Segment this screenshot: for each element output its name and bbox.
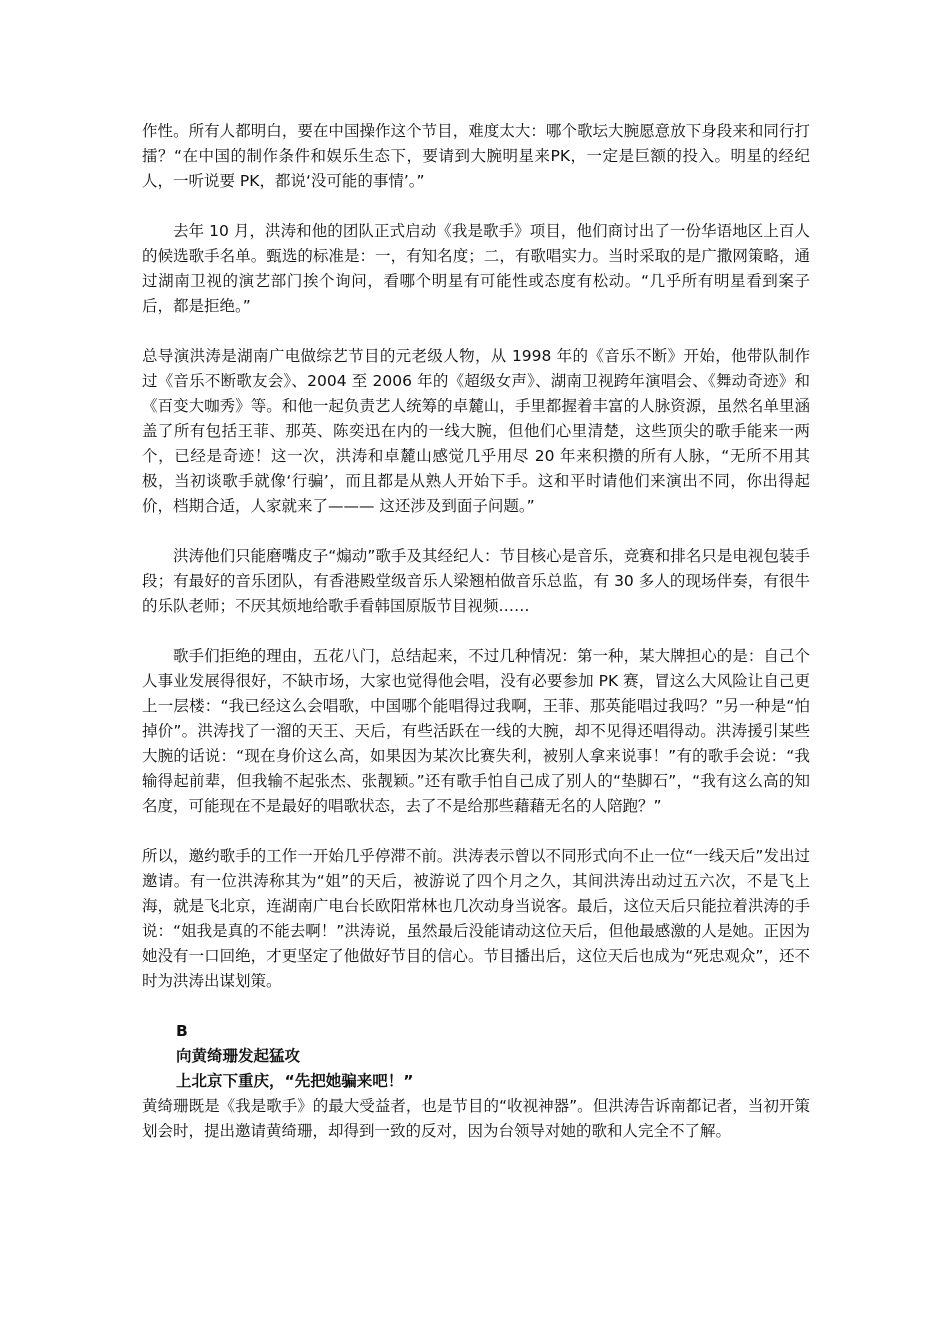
paragraph-6: 所以，邀约歌手的工作一开始几乎停滞不前。洪涛表示曾以不同形式向不止一位“一线天后”发出过邀请。有一位洪涛称其为“姐”的天后，被游说了四个月之久，其间洪涛出动过五六次，不是飞上海，就是飞北京，连湖南广电台长欧阳常林也几次动身当说客。最后，这位天后只能拉着洪涛的手说：“姐我是真的不能去啊！”洪涛说，虽然最后没能请动这位天后，但他最感激的人是她。正因为她没有一口回绝，才更坚定了他做好节目的信心。节目播出后，这位天后也成为“死忠观众”，还不时为洪涛出谋划策。 — [142, 847, 810, 990]
paragraph-1: 作性。所有人都明白，要在中国操作这个节目，难度太大：哪个歌坛大腕愿意放下身段来和同行打擂？“在中国的制作条件和娱乐生态下，要请到大腕明星来PK，一定是巨额的投入。明星的经纪人，一听说要 PK，都说‘没可能的事情’。” — [142, 122, 810, 190]
section-subheading: 上北京下重庆，“先把她骗来吧！” — [176, 1072, 414, 1090]
paragraph-4: 洪涛他们只能磨嘴皮子“煽动”歌手及其经纪人：节目核心是音乐，竞赛和排名只是电视包装手段；有最好的音乐团队，有香港殿堂级音乐人梁翘柏做音乐总监，有 30 多人的现场伴奏，有很牛的乐队老师；不厌其烦地给歌手看韩国原版节目视频…… — [142, 547, 810, 615]
paragraph-2: 去年 10 月，洪涛和他的团队正式启动《我是歌手》项目，他们商讨出了一份华语地区上百人的候选歌手名单。甄选的标准是：一，有知名度；二，有歌唱实力。当时采取的是广撒网策略，通过湖南卫视的演艺部门挨个询问，看哪个明星有可能性或态度有松动。“几乎所有明星看到案子后，都是拒绝。” — [142, 222, 810, 315]
section-letter: B — [176, 1022, 188, 1040]
section-body: 黄绮珊既是《我是歌手》的最大受益者，也是节目的“收视神器”。但洪涛告诉南都记者，当初开策划会时，提出邀请黄绮珊，却得到一致的反对，因为台领导对她的歌和人完全不了解。 — [142, 1097, 810, 1140]
paragraph-5: 歌手们拒绝的理由，五花八门，总结起来，不过几种情况：第一种，某大牌担心的是：自己个人事业发展得很好，不缺市场，大家也觉得他会唱，没有必要参加 PK 赛，冒这么大风险让自己更上一层楼：“我已经这么会唱歌，中国哪个能唱得过我啊，王菲、那英能唱过我吗？”另一种是“怕掉价”。洪涛找了一溜的天王、天后，有些活跃在一线的大腕，却不见得还唱得动。洪涛援引某些大腕的话说：“现在身价这么高，如果因为某次比赛失利，被别人拿来说事！”有的歌手会说：“我输得起前辈，但我输不起张杰、张靓颖。”还有歌手怕自己成了别人的“垫脚石”，“我有这么高的知名度，可能现在不是最好的唱歌状态，去了不是给那些藉藉无名的人陪跑？” — [142, 647, 810, 815]
section-heading: 向黄绮珊发起猛攻 — [176, 1047, 301, 1065]
article-body — [142, 119, 810, 1144]
paragraph-3: 总导演洪涛是湖南广电做综艺节目的元老级人物，从 1998 年的《音乐不断》开始，他带队制作过《音乐不断歌友会》、2004 至 2006 年的《超级女声》、湖南卫视跨年演唱会、《舞动奇迹》和《百变大咖秀》等。和他一起负责艺人统筹的卓麓山，手里都握着丰富的人脉资源，虽然名单里涵盖了所有包括王菲、那英、陈奕迅在内的一线大腕，但他们心里清楚，这些顶尖的歌手能来一两个，已经是奇迹！这一次，洪涛和卓麓山感觉几乎用尽 20 年来积攒的所有人脉，“无所不用其极，当初谈歌手就像‘行骗’，而且都是从熟人开始下手。这和平时请他们来演出不同，你出得起价，档期合适，人家就来了——— 这还涉及到面子问题。” — [142, 347, 810, 515]
